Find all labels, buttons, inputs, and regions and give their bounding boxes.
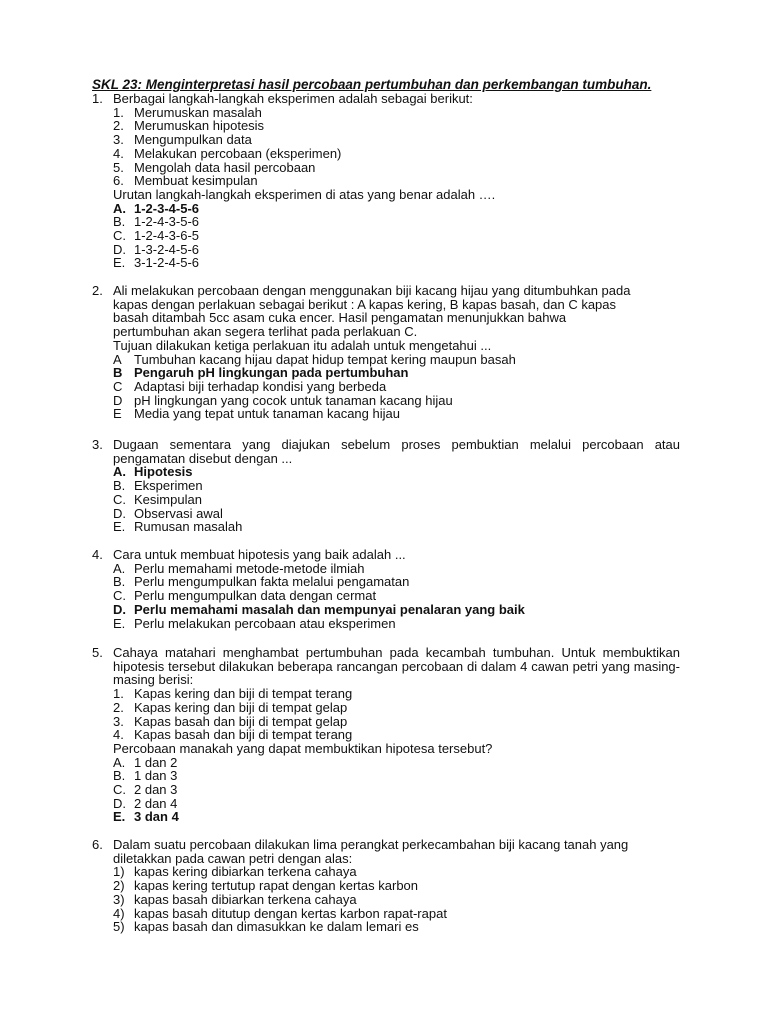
list-item-text: kapas basah dibiarkan terkena cahaya <box>134 891 357 907</box>
list-item-text: kapas kering dibiarkan terkena cahaya <box>134 864 357 880</box>
option-text: Hipotesis <box>134 464 193 480</box>
question-prompt: Urutan langkah-langkah eksperimen di atas yang benar adalah …. <box>113 186 496 202</box>
answer-option-c <box>113 589 680 603</box>
option-label: D <box>113 392 123 408</box>
question-text-line: basah ditambah 5cc asam cuka encer. Hasil pengamatan menunjukkan bahwa <box>113 310 567 326</box>
list-item-label: 2. <box>113 699 124 715</box>
option-label: B. <box>113 574 126 590</box>
option-label: A. <box>113 464 126 480</box>
list-item <box>113 728 680 742</box>
option-label: C. <box>113 782 126 798</box>
question-paragraph: Cahaya matahari menghambat pertumbuhan pada kecambah tumbuhan. Untuk membuktikan hipotesis tersebut dilakukan beberapa rancangan percobaan di dalam 4 cawan petri yang masing-masing berisi: <box>113 645 680 688</box>
option-label: E. <box>113 615 126 631</box>
list-item-text: Merumuskan hipotesis <box>134 118 265 134</box>
option-label: D. <box>113 505 126 521</box>
answer-option-c <box>113 493 680 507</box>
list-item-label: 6. <box>113 173 124 189</box>
option-label: A <box>113 351 122 367</box>
question-text-line: kapas dengan perlakuan sebagai berikut : A kapas kering, B kapas basah, dan C kapas <box>113 296 617 312</box>
question-text-line: Cara untuk membuat hipotesis yang baik adalah ... <box>113 547 406 562</box>
option-label: C. <box>113 491 126 507</box>
option-label: E. <box>113 809 126 825</box>
answer-option-e <box>113 617 680 631</box>
answer-option-e <box>113 407 680 421</box>
list-item-label: 1) <box>113 864 125 880</box>
answer-option-e <box>113 256 680 270</box>
answer-option-a <box>113 202 680 216</box>
list-item-text: Merumuskan masalah <box>134 104 262 120</box>
list-item <box>113 715 680 729</box>
question-number: 5. <box>92 645 103 660</box>
option-text: 1-2-4-3-6-5 <box>134 228 200 244</box>
option-text: pH lingkungan yang cocok untuk tanaman kacang hijau <box>134 392 453 408</box>
option-text: 1 dan 3 <box>134 768 178 784</box>
list-item <box>113 106 680 120</box>
option-label: A. <box>113 200 126 216</box>
list-item <box>113 920 680 934</box>
option-label: D. <box>113 795 126 811</box>
answer-option-e <box>113 810 680 824</box>
list-item-label: 1. <box>113 686 124 702</box>
list-item-text: Kapas basah dan biji di tempat gelap <box>134 713 348 729</box>
option-text: Tumbuhan kacang hijau dapat hidup tempat kering maupun basah <box>134 351 516 367</box>
list-item-label: 5) <box>113 919 125 935</box>
list-item-label: 3. <box>113 132 124 148</box>
list-item-label: 2) <box>113 878 125 894</box>
list-item <box>113 147 680 161</box>
option-label: B. <box>113 214 126 230</box>
question-3 <box>92 438 680 534</box>
list-item <box>113 161 680 175</box>
question-text-line: Ali melakukan percobaan dengan menggunakan biji kacang hijau yang ditumbuhkan pada <box>113 283 631 298</box>
option-label: C. <box>113 228 126 244</box>
option-label: E. <box>113 519 126 535</box>
option-text: Perlu mengumpulkan fakta melalui pengamatan <box>134 574 410 590</box>
question-number: 4. <box>92 547 103 562</box>
option-text: Perlu memahami metode-metode ilmiah <box>134 560 365 576</box>
answer-option-c <box>113 229 680 243</box>
question-prompt: Percobaan manakah yang dapat membuktikan hipotesa tersebut? <box>113 740 493 756</box>
answer-option-b <box>113 215 680 229</box>
option-label: C. <box>113 588 126 604</box>
option-label: B. <box>113 478 126 494</box>
option-label: D. <box>113 601 126 617</box>
option-text: Pengaruh pH lingkungan pada pertumbuhan <box>134 365 409 381</box>
list-item-text: Mengolah data hasil percobaan <box>134 159 316 175</box>
question-number: 3. <box>92 437 103 452</box>
list-item-text: kapas kering tertutup rapat dengan kertas karbon <box>134 878 419 894</box>
question-number: 2. <box>92 283 103 298</box>
option-label: B. <box>113 768 126 784</box>
list-item-label: 3. <box>113 713 124 729</box>
question-4 <box>92 548 680 630</box>
list-item-text: kapas basah dan dimasukkan ke dalam lemari es <box>134 919 419 935</box>
option-text: Media yang tepat untuk tanaman kacang hijau <box>134 406 400 422</box>
option-label: E. <box>113 255 126 271</box>
option-label: A. <box>113 560 126 576</box>
list-item <box>113 893 680 907</box>
list-item <box>113 687 680 701</box>
question-text-line: pertumbuhan akan segera terlihat pada perlakuan C. <box>113 324 418 340</box>
option-text: Rumusan masalah <box>134 519 243 535</box>
option-text: Eksperimen <box>134 478 203 494</box>
option-text: Perlu mengumpulkan data dengan cermat <box>134 588 377 604</box>
question-text-line: Dalam suatu percobaan dilakukan lima perangkat perkecambahan biji kacang tanah yang <box>113 837 629 852</box>
question-text-line: diletakkan pada cawan petri dengan alas: <box>113 850 353 866</box>
option-text: 2 dan 4 <box>134 795 178 811</box>
list-item-label: 4) <box>113 905 125 921</box>
option-label: C <box>113 378 123 394</box>
list-item <box>113 174 680 188</box>
question-number: 1. <box>92 91 103 106</box>
answer-option-d <box>113 797 680 811</box>
answer-option-e <box>113 520 680 534</box>
option-text: 1 dan 2 <box>134 754 178 770</box>
option-text: Adaptasi biji terhadap kondisi yang berbeda <box>134 378 387 394</box>
list-item-label: 4. <box>113 145 124 161</box>
worksheet-title: SKL 23: Menginterpretasi hasil percobaan pertumbuhan dan perkembangan tumbuhan. <box>92 77 652 92</box>
answer-option-a <box>113 353 680 367</box>
answer-option-d <box>113 394 680 408</box>
answer-option-a <box>113 562 680 576</box>
answer-option-b <box>113 479 680 493</box>
list-item-text: kapas basah ditutup dengan kertas karbon rapat-rapat <box>134 905 447 921</box>
answer-option-b <box>113 769 680 783</box>
answer-option-b <box>113 575 680 589</box>
option-text: 1-2-3-4-5-6 <box>134 200 200 216</box>
option-text: 1-3-2-4-5-6 <box>134 241 200 257</box>
answer-option-c <box>113 783 680 797</box>
question-5 <box>92 646 680 824</box>
option-text: 3-1-2-4-5-6 <box>134 255 200 271</box>
list-item <box>113 133 680 147</box>
answer-option-b <box>113 366 680 380</box>
list-item-text: Kapas kering dan biji di tempat terang <box>134 686 353 702</box>
question-2 <box>92 284 680 421</box>
list-item-text: Melakukan percobaan (eksperimen) <box>134 145 342 161</box>
answer-option-d <box>113 507 680 521</box>
answer-option-a <box>113 756 680 770</box>
list-item <box>113 865 680 879</box>
question-1 <box>92 92 680 270</box>
question-number: 6. <box>92 837 103 852</box>
question-text-line: Berbagai langkah-langkah eksperimen adalah sebagai berikut: <box>113 91 473 106</box>
list-item-text: Kapas basah dan biji di tempat terang <box>134 727 353 743</box>
list-item-label: 4. <box>113 727 124 743</box>
list-item <box>113 119 680 133</box>
option-text: Perlu melakukan percobaan atau eksperimen <box>134 615 396 631</box>
option-text: 3 dan 4 <box>134 809 179 825</box>
option-label: B <box>113 365 123 381</box>
option-label: D. <box>113 241 126 257</box>
option-text: Perlu memahami masalah dan mempunyai penalaran yang baik <box>134 601 525 617</box>
list-item-label: 3) <box>113 891 125 907</box>
question-6 <box>92 838 680 934</box>
list-item-text: Membuat kesimpulan <box>134 173 258 189</box>
option-label: A. <box>113 754 126 770</box>
answer-option-c <box>113 380 680 394</box>
answer-option-d <box>113 243 680 257</box>
option-text: 1-2-4-3-5-6 <box>134 214 200 230</box>
list-item-label: 5. <box>113 159 124 175</box>
list-item-text: Mengumpulkan data <box>134 132 252 148</box>
option-label: E <box>113 406 122 422</box>
list-item-text: Kapas kering dan biji di tempat gelap <box>134 699 348 715</box>
list-item-label: 1. <box>113 104 124 120</box>
option-text: Kesimpulan <box>134 491 202 507</box>
list-item <box>113 879 680 893</box>
answer-option-a <box>113 465 680 479</box>
list-item <box>113 907 680 921</box>
list-item <box>113 701 680 715</box>
question-paragraph: Dugaan sementara yang diajukan sebelum proses pembuktian melalui percobaan atau pengamatan disebut dengan ... <box>113 437 680 466</box>
option-text: 2 dan 3 <box>134 782 178 798</box>
question-text-line: Tujuan dilakukan ketiga perlakuan itu adalah untuk mengetahui ... <box>113 337 492 353</box>
list-item-label: 2. <box>113 118 124 134</box>
answer-option-d <box>113 603 680 617</box>
option-text: Observasi awal <box>134 505 223 521</box>
